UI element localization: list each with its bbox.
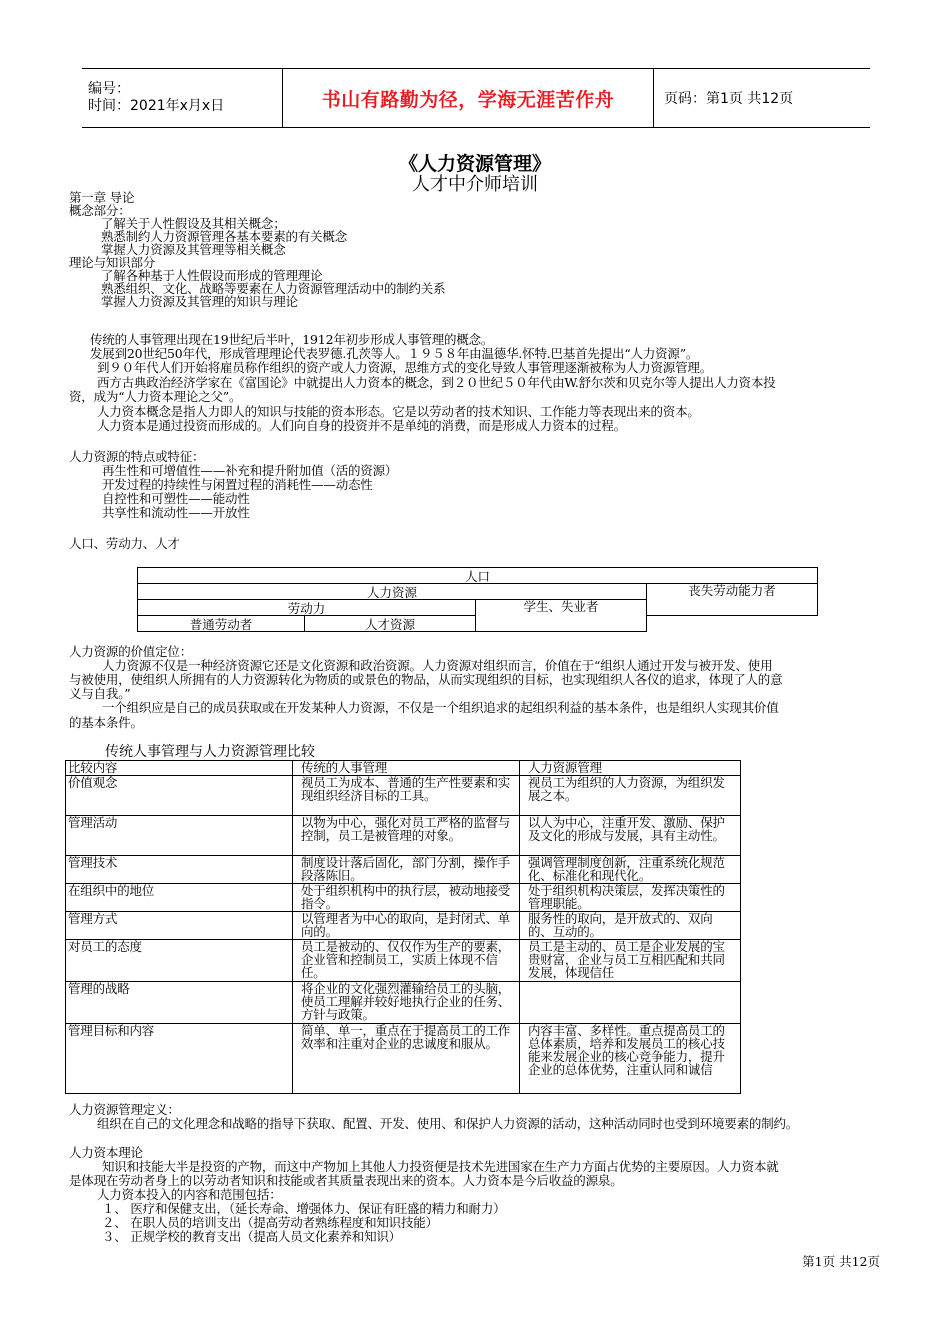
intro-line: 掌握人力资源及其管理等相关概念: [101, 242, 286, 257]
table-cell: 对员工的态度: [66, 940, 293, 982]
table-cell: 管理的战略: [66, 982, 293, 1024]
students-cell: 学生、失业者: [476, 600, 647, 632]
capital-p-line: 知识和技能大半是投资的产物，而这中产物加上其他人力投资便是技术先进国家在生产力方面占优势的主要原因。人力资本就: [102, 1159, 779, 1174]
comparison-title: 传统人事管理与人力资源管理比较: [105, 744, 315, 760]
header-page-cell: [654, 69, 871, 128]
table-cell: 服务性的取向，是开放式的、双向的、互动的。: [520, 912, 741, 940]
table-cell: 以物为中心，强化对员工严格的监督与控制，员工是被管理的对象。: [293, 816, 520, 856]
table-cell: 价值观念: [66, 776, 293, 816]
population-relation-table: [137, 567, 818, 632]
intro-line: 了解关于人性假设及其相关概念；: [101, 216, 286, 231]
table-row: [66, 776, 741, 816]
table-row: [66, 1024, 741, 1094]
population-cell: 人口: [138, 568, 818, 584]
value-heading: 人力资源的价值定位：: [69, 644, 193, 659]
intro-line: 理论与知识部分: [69, 255, 156, 270]
intro-line: 第一章 导论: [69, 190, 135, 205]
table-cell: 在组织中的地位: [66, 884, 293, 912]
page-subtitle: 人才中介师培训: [412, 174, 538, 195]
table-cell: [520, 982, 741, 1024]
table-cell: 内容丰富、多样性。重点提高员工的总体素质，培养和发展员工的核心技能来发展企业的核心竞争能力，提升企业的总体优势，注重认同和诚信: [520, 1024, 741, 1094]
history-line-1: 传统的人事管理出现在19世纪后半叶，1912年初步形成人事管理的概念。: [90, 332, 494, 347]
table-row: [66, 856, 741, 884]
table-cell: 简单、单一，重点在于提高员工的工作效率和注重对企业的忠诚度和服从。: [293, 1024, 520, 1094]
intro-line: 掌握人力资源及其管理的知识与理论: [101, 294, 298, 309]
feature-item: 再生性和可增值性——补充和提升附加值（活的资源）: [102, 463, 398, 478]
capital-item: ３、 正规学校的教育支出（提高人员文化素养和知识）: [102, 1229, 401, 1244]
ordinary-labor-cell: 普通劳动者: [138, 616, 305, 632]
value-p2-line: 的基本条件。: [69, 715, 143, 730]
history-line-3: 到９０年代人们开始将雇员称作组织的资产或人力资源，思维方式的变化导致人事管理逐渐被称为人力资源管理。: [97, 360, 713, 375]
history-line-2: 发展到20世纪50年代，形成管理理论代表罗德.孔茨等人。１９５８年由温德华.怀特.巴基首先提出“人力资源”。: [90, 346, 699, 361]
table-header-row: [66, 761, 741, 776]
intro-line: 熟悉组织、文化、战略等要素在人力资源管理活动中的制约关系: [101, 281, 446, 296]
capital-item: １、 医疗和保健支出，（延长寿命、增强体力、保证有旺盛的精力和耐力）: [102, 1201, 506, 1216]
value-p1-line: 人力资源不仅是一种经济资源它还是文化资源和政治资源。人力资源对组织而言，价值在于“组织人通过开发与被开发、使用: [102, 658, 773, 673]
feature-item: 开发过程的持续性与闲置过程的消耗性——动态性: [102, 477, 373, 492]
table-cell: 以管理者为中心的取向，是封闭式、单向的。: [293, 912, 520, 940]
table-row: [66, 940, 741, 982]
capital-heading: 人力资本理论: [69, 1145, 143, 1160]
intro-line: 了解各种基于人性假设而形成的管理理论: [101, 268, 323, 283]
intro-line: 熟悉制约人力资源管理各基本要素的有关概念: [101, 229, 348, 244]
page-info: 页码：第1页 共12页: [664, 91, 794, 107]
table-header-cell: 传统的人事管理: [293, 761, 520, 776]
history-line-7: 人力资本是通过投资而形成的。人们向自身的投资并不是单纯的消费，而是形成人力资本的过程。: [97, 418, 626, 433]
table-header-cell: 人力资源管理: [520, 761, 741, 776]
table-cell: 管理方式: [66, 912, 293, 940]
table-cell: 员工是被动的、仅仅作为生产的要素，企业管和控制员工，实质上体现不信任。: [293, 940, 520, 982]
features-heading: 人力资源的特点或特征：: [69, 449, 205, 464]
table-cell: 制度设计落后固化，部门分割，操作手段落陈旧。: [293, 856, 520, 884]
history-line-6: 人力资本概念是指人力即人的知识与技能的资本形态。它是以劳动者的技术知识、工作能力等表现出来的资本。: [97, 404, 700, 419]
table-cell: 视员工为组织的人力资源，为组织发展之本。: [520, 776, 741, 816]
header-motto-cell: [283, 69, 654, 128]
table-cell: 强调管理制度创新，注重系统化规范化、标准化和现代化。: [520, 856, 741, 884]
table-row: [66, 816, 741, 856]
capital-p-line: 是体现在劳动者身上的以劳动者知识和技能或者其质量表现出来的资本。人力资本是今后收益的源泉。: [69, 1173, 623, 1188]
table-cell: 以人为中心，注重开发、激励、保护及文化的形成与发展，具有主动性。: [520, 816, 741, 856]
table-cell: 员工是主动的、员工是企业发展的宝贵财富，企业与员工互相匹配和共同发展，体现信任: [520, 940, 741, 982]
population-heading: 人口、劳动力、人才: [69, 536, 180, 551]
labor-cell: 劳动力: [138, 600, 476, 616]
disabled-cell: 丧失劳动能力者: [647, 584, 818, 616]
definition-heading: 人力资源管理定义：: [69, 1102, 180, 1117]
table-cell: 处于组织机构中的执行层，被动地接受指令。: [293, 884, 520, 912]
capital-item: ２、 在职人员的培训支出（提高劳动者熟练程度和知识技能）: [102, 1215, 438, 1230]
comparison-table: [65, 760, 741, 1094]
value-p1-line: 与被使用，使组织人所拥有的人力资源转化为物质的或景色的物品，从而实现组织的目标，也实现组织人各仪的追求，体现了人的意: [69, 672, 783, 687]
table-cell: 管理目标和内容: [66, 1024, 293, 1094]
definition-text: 组织在自己的文化理念和战略的指导下获取、配置、开发、使用、和保护人力资源的活动，这种活动同时也受到环境要素的制约。: [97, 1116, 799, 1131]
header-left-cell: [82, 69, 283, 128]
number-label: 编号：: [88, 81, 130, 97]
table-cell: 将企业的文化强烈灌输给员工的头脑，使员工理解并较好地执行企业的任务、方针与政策。: [293, 982, 520, 1024]
page-footer: 第1页 共12页: [802, 1254, 880, 1269]
motto: 书山有路勤为径，学海无涯苦作舟: [321, 88, 615, 111]
talent-cell: 人才资源: [305, 616, 476, 632]
chapter-intro: [69, 191, 445, 308]
table-row: [66, 912, 741, 940]
capital-scope-heading: 人力资本投入的内容和范围包括：: [97, 1187, 282, 1202]
intro-line: 概念部分：: [69, 203, 131, 218]
table-cell: 管理技术: [66, 856, 293, 884]
feature-item: 自控性和可塑性——能动性: [102, 491, 250, 506]
table-cell: 视员工为成本、普通的生产性要素和实现组织经济目标的工具。: [293, 776, 520, 816]
table-cell: 处于组织机构决策层，发挥决策性的管理职能。: [520, 884, 741, 912]
page-title: 《人力资源管理》: [398, 153, 551, 175]
human-resource-cell: 人力资源: [138, 584, 647, 600]
value-p2-line: 一个组织应是自己的成员获取或在开发某种人力资源，不仅是一个组织追求的起组织利益的基本条件，也是组织人实现其价值: [102, 700, 779, 715]
header-table: [82, 68, 870, 128]
feature-item: 共享性和流动性——开放性: [102, 505, 250, 520]
table-row: [66, 884, 741, 912]
table-row: [66, 982, 741, 1024]
history-line-5: 资，成为“人力资本理论之父”。: [69, 389, 242, 404]
value-p1-line: 义与自我。”: [69, 686, 131, 701]
history-line-4: 西方古典政治经济学家在《富国论》中就提出人力资本的概念，到２０世纪５０年代由W.舒尔茨和贝克尔等人提出人力资本投: [97, 375, 776, 390]
table-cell: 管理活动: [66, 816, 293, 856]
table-header-cell: 比较内容: [66, 761, 293, 776]
date-label: 时间：2021年x月x日: [88, 98, 225, 114]
